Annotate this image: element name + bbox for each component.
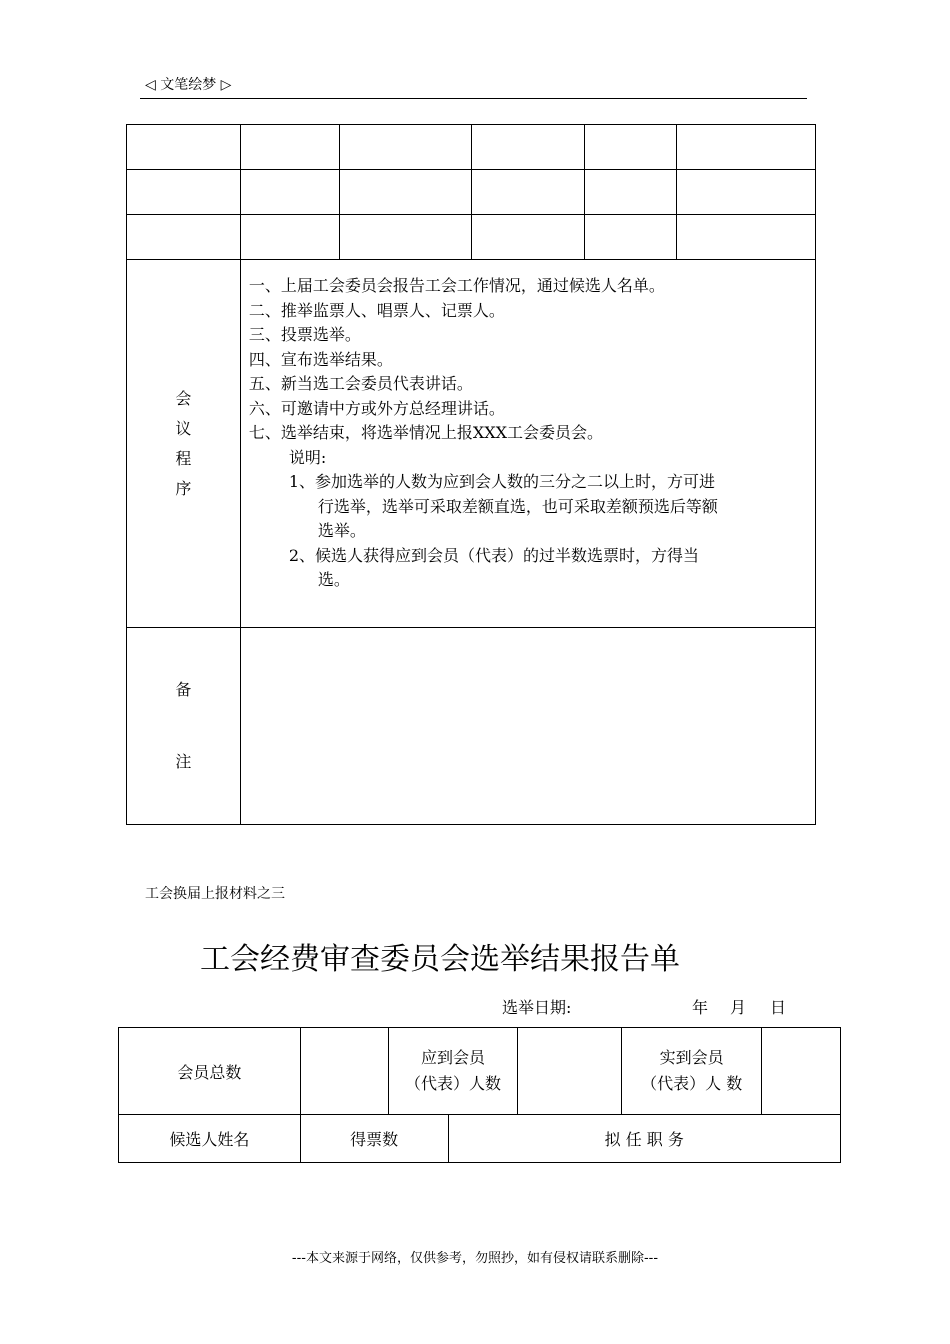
blank-cell — [472, 125, 585, 170]
result-table — [118, 1027, 841, 1163]
program-label — [127, 260, 241, 628]
blank-cell — [240, 170, 339, 215]
blank-cell — [585, 170, 677, 215]
program-item: 四、宣布选举结果。 — [248, 349, 393, 369]
expected-value — [518, 1028, 622, 1115]
program-item: 六、可邀请中方或外方总经理讲话。 — [248, 398, 505, 418]
header-brand: ◁ 文笔绘梦 ▷ — [145, 77, 232, 93]
subtitle: 工会换届上报材料之三 — [145, 886, 285, 902]
program-item: 三、投票选举。 — [248, 325, 361, 344]
votes-header: 得票数 — [300, 1115, 448, 1163]
blank-cell — [127, 170, 241, 215]
blank-cell — [127, 125, 241, 170]
remarks-label — [127, 628, 241, 825]
footer-disclaimer: ---本文来源于网络，仅供参考，勿照抄，如有侵权请联系删除--- — [291, 1251, 659, 1266]
blank-cell — [339, 125, 472, 170]
label-char: 程 — [175, 448, 192, 468]
note-line: 选。 — [317, 570, 350, 589]
program-content — [240, 260, 815, 628]
members-row — [119, 1028, 841, 1115]
candidate-name-header: 候选人姓名 — [119, 1115, 301, 1163]
blank-cell — [585, 215, 677, 260]
total-members-value — [300, 1028, 388, 1115]
blank-cell — [472, 215, 585, 260]
blank-cell — [339, 215, 472, 260]
actual-line: （代表）人 数 — [641, 1074, 743, 1093]
election-date — [502, 995, 786, 1018]
blank-cell — [585, 125, 677, 170]
remarks-content — [240, 628, 815, 825]
label-char: 注 — [175, 752, 192, 771]
date-label: 选举日期: — [502, 998, 572, 1017]
position-header: 拟 任 职 务 — [448, 1115, 840, 1163]
actual-value — [762, 1028, 841, 1115]
program-item: 五、新当选工会委员代表讲话。 — [248, 374, 473, 393]
blank-cell — [240, 125, 339, 170]
note-heading: 说明: — [288, 447, 327, 467]
remarks-row — [127, 628, 816, 825]
program-item: 一、上届工会委员会报告工会工作情况，通过候选人名单。 — [248, 276, 665, 295]
blank-cell — [677, 215, 816, 260]
total-members-label: 会员总数 — [119, 1028, 301, 1115]
blank-row — [127, 215, 816, 260]
label-char: 议 — [175, 418, 192, 438]
blank-cell — [127, 215, 241, 260]
note-line: 2、候选人获得应到会员（代表）的过半数选票时，方得当 — [288, 545, 699, 565]
blank-cell — [677, 170, 816, 215]
note-line: 行选举，选举可采取差额直选，也可采取差额预选后等额 — [317, 496, 718, 516]
blank-row — [127, 170, 816, 215]
blank-cell — [339, 170, 472, 215]
date-month: 月 — [730, 998, 747, 1017]
label-char: 会 — [175, 388, 192, 408]
candidate-header-row — [119, 1115, 841, 1163]
blank-cell — [677, 125, 816, 170]
blank-row — [127, 125, 816, 170]
label-char: 备 — [175, 680, 192, 699]
blank-cell — [240, 215, 339, 260]
blank-cell — [472, 170, 585, 215]
date-day: 日 — [770, 998, 787, 1017]
header-divider — [140, 98, 807, 99]
expected-line: 应到会员 — [421, 1048, 486, 1067]
note-line: 选举。 — [317, 521, 366, 540]
expected-line: （代表）人数 — [405, 1074, 502, 1093]
expected-label — [388, 1028, 518, 1115]
note-line: 1、参加选举的人数为应到会人数的三分之二以上时，方可进 — [288, 472, 715, 491]
label-char: 序 — [175, 478, 192, 498]
meeting-table — [126, 124, 816, 825]
program-item: 二、推举监票人、唱票人、记票人。 — [248, 300, 505, 320]
report-title: 工会经费审查委员会选举结果报告单 — [200, 942, 680, 977]
actual-line: 实到会员 — [659, 1048, 724, 1067]
program-item: 七、选举结束，将选举情况上报XXX工会委员会。 — [248, 423, 603, 442]
program-row — [127, 260, 816, 628]
actual-label — [622, 1028, 762, 1115]
date-year: 年 — [692, 998, 709, 1017]
